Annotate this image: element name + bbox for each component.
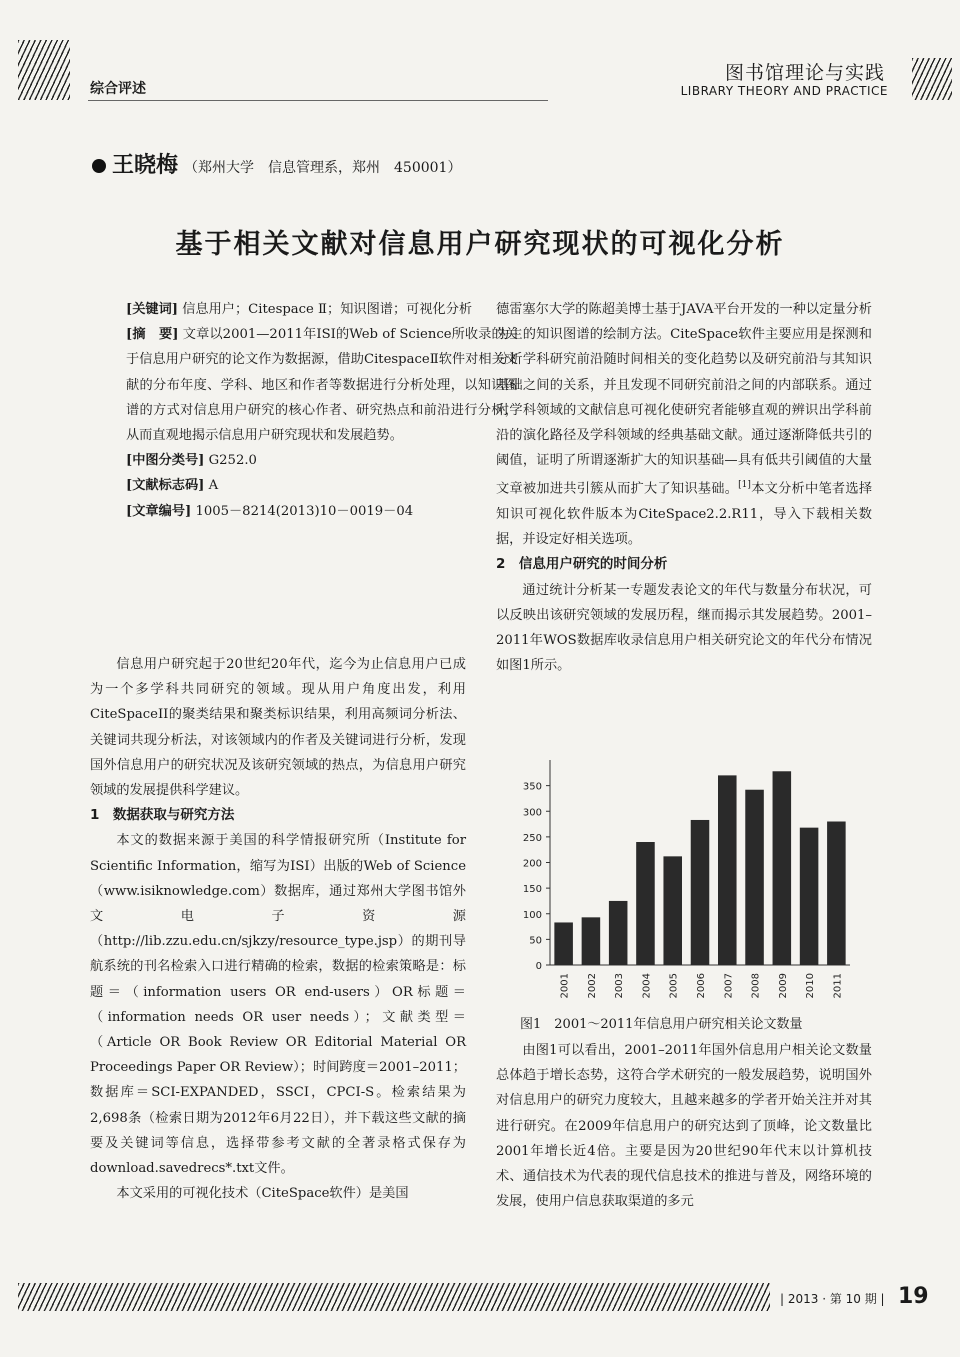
bar-2006: [691, 820, 710, 965]
abstract: [摘 要] 文章以2001—2011年ISI的Web of Science所收录的关于信息用户研究的论文作为数据源，借助CitespaceⅡ软件对相关文献的分布年度、学科、地区和作者等数据进行分析处理，以知识图谱的方式对信息用户研究的核心作者、研究热点和前沿进行分析，从而直观地揭示信息用户研究现状和发展趋势。: [126, 327, 518, 444]
y-tick-label: 50: [529, 935, 542, 947]
clc-number: [中图分类号] G252.0: [126, 453, 257, 469]
bar-2002: [582, 917, 601, 965]
x-tick-label: 2011: [832, 973, 844, 999]
section-1-heading: 1 数据获取与研究方法: [90, 807, 235, 824]
author-bullet-icon: [92, 159, 106, 173]
keywords-label: [关键词]: [126, 302, 179, 317]
y-tick-label: 200: [522, 858, 542, 870]
bar-2011: [827, 822, 846, 966]
y-tick-label: 300: [522, 807, 542, 819]
journal-title-cn: 图书馆理论与实践: [724, 62, 885, 84]
author-line: [92, 148, 461, 179]
author-name: 王晓梅: [112, 152, 179, 178]
y-tick-label: 0: [535, 961, 542, 972]
left-column: [90, 652, 466, 1206]
paper-title: 基于相关文献对信息用户研究现状的可视化分析: [175, 229, 785, 260]
footer-issue: | 2013 · 第 10 期 |: [780, 1292, 885, 1306]
x-tick-label: 2006: [696, 973, 707, 999]
right-column-lower: [496, 1038, 872, 1214]
citation-ref: [1]: [738, 480, 751, 491]
article-number: [文章编号] 1005－8214(2013)10－0019－04: [126, 503, 414, 519]
y-tick-label: 250: [522, 832, 542, 844]
x-tick-label: 2007: [723, 973, 735, 999]
right-column: [496, 297, 872, 678]
x-tick-label: 2009: [777, 973, 789, 999]
y-tick-label: 150: [522, 884, 542, 896]
header-hatch-left: [18, 40, 70, 100]
x-tick-label: 2003: [614, 973, 626, 999]
bar-2009: [773, 771, 792, 965]
keywords: [关键词] 信息用户；Citespace Ⅱ；知识图谱；可视化分析: [126, 302, 473, 317]
bar-2003: [609, 901, 628, 965]
figure-1-bar-chart: [512, 760, 872, 1010]
data-source-paragraph: 本文的数据来源于美国的科学情报研究所（Institute for Scientific Information，缩写为ISI）出版的Web of Science（www.isiknowledge.com）数据库，通过郑州大学图书馆外文电子资源（http://lib.zzu.edu.cn/sjkzy/resource_type.jsp）的期刊导航系统的刊名检索入口进行精确的检索，数据的检索策略是：标题＝（information users OR end-users）OR标题＝（information needs OR user needs）；文献类型＝（Article OR Book Review OR Editorial Material OR Proceedings Paper OR Review）；时间跨度＝2001–2011；数据库＝SCI-EXPANDED，SSCI，CPCI-S。检索结果为2,698条（检索日期为2012年6月22日），并下载这些文献的摘要及关键词等信息，选择带参考文献的全著录格式保存为download.savedrecs*.txt文件。: [90, 833, 466, 1177]
author-affiliation: （郑州大学 信息管理系，郑州 450001）: [184, 160, 462, 176]
intro-paragraph: 信息用户研究起于20世纪20年代，迄今为止信息用户已成为一个多学科共同研究的领域。现从用户角度出发，利用CiteSpaceII的聚类结果和聚类标识结果，利用高频词分析法、关键词共现分析法，对该领域内的作者及关键词进行分析，发现国外信息用户的研究状况及该研究领域的热点，为信息用户研究领域的发展提供科学建议。: [90, 657, 466, 799]
x-tick-label: 2005: [668, 973, 680, 999]
header-rule: [88, 100, 548, 101]
analysis-paragraph: 由图1可以看出，2001–2011年国外信息用户相关论文数量总体趋于增长态势，这符合学术研究的一般发展趋势，说明国外对信息用户的研究力度较大，且越来越多的学者开始关注并对其进行研究。在2009年信息用户的研究达到了顶峰，论文数量比2001年增长近4倍。主要是因为20世纪90年代末以计算机技术、通信技术为代表的现代信息技术的推进与普及，网络环境的发展，使用户信息获取渠道的多元: [496, 1043, 872, 1210]
bar-2007: [718, 775, 737, 965]
y-tick-label: 100: [522, 909, 542, 921]
section-2-heading: 2 信息用户研究的时间分析: [496, 556, 668, 573]
bar-2001: [554, 922, 573, 965]
header-hatch-right: [912, 58, 952, 100]
bar-2010: [800, 828, 819, 965]
x-tick-label: 2010: [805, 973, 817, 999]
x-tick-label: 2002: [586, 973, 598, 999]
section-label: 综合评述: [90, 81, 146, 97]
x-tick-label: 2004: [641, 973, 653, 999]
x-tick-label: 2008: [750, 973, 762, 999]
footer-hatch: [18, 1283, 770, 1311]
bar-2008: [745, 790, 764, 965]
method-paragraph: 本文采用的可视化技术（CiteSpace软件）是美国: [116, 1186, 409, 1202]
bar-2005: [663, 856, 682, 965]
figure-caption: 图1 2001～2011年信息用户研究相关论文数量: [520, 1017, 803, 1032]
bar-2004: [636, 842, 655, 965]
page-number: 19: [898, 1284, 929, 1309]
abstract-block: [90, 297, 518, 524]
document-code: [文献标志码] A: [126, 478, 219, 494]
y-tick-label: 350: [522, 781, 542, 793]
citespace-paragraph: 德雷塞尔大学的陈超美博士基于JAVA平台开发的一种以定量分析为主的知识图谱的绘制方法。CiteSpace软件主要应用是探测和分析学科研究前沿随时间相关的变化趋势以及研究前沿与其知识基础之间的关系，并且发现不同研究前沿之间的内部联系。通过对学科领域的文献信息可视化使研究者能够直观的辨识出学科前沿的演化路径及学科领域的经典基础文献。通过逐渐降低共引的阈值，证明了所谓逐渐扩大的知识基础—具有低共引阈值的大量文章被加进共引簇从而扩大了知识基础。[1]本文分析中笔者选择知识可视化软件版本为CiteSpace2.2.R11，导入下载相关数据，并设定好相关选项。: [496, 302, 873, 548]
abstract-label: [摘 要]: [126, 327, 179, 343]
x-tick-label: 2001: [559, 973, 571, 999]
time-analysis-paragraph: 通过统计分析某一专题发表论文的年代与数量分布状况，可以反映出该研究领域的发展历程，继而揭示其发展趋势。2001–2011年WOS数据库收录信息用户相关研究论文的年代分布情况如图1所示。: [496, 582, 872, 674]
journal-title-en: LIBRARY THEORY AND PRACTICE: [680, 84, 888, 98]
